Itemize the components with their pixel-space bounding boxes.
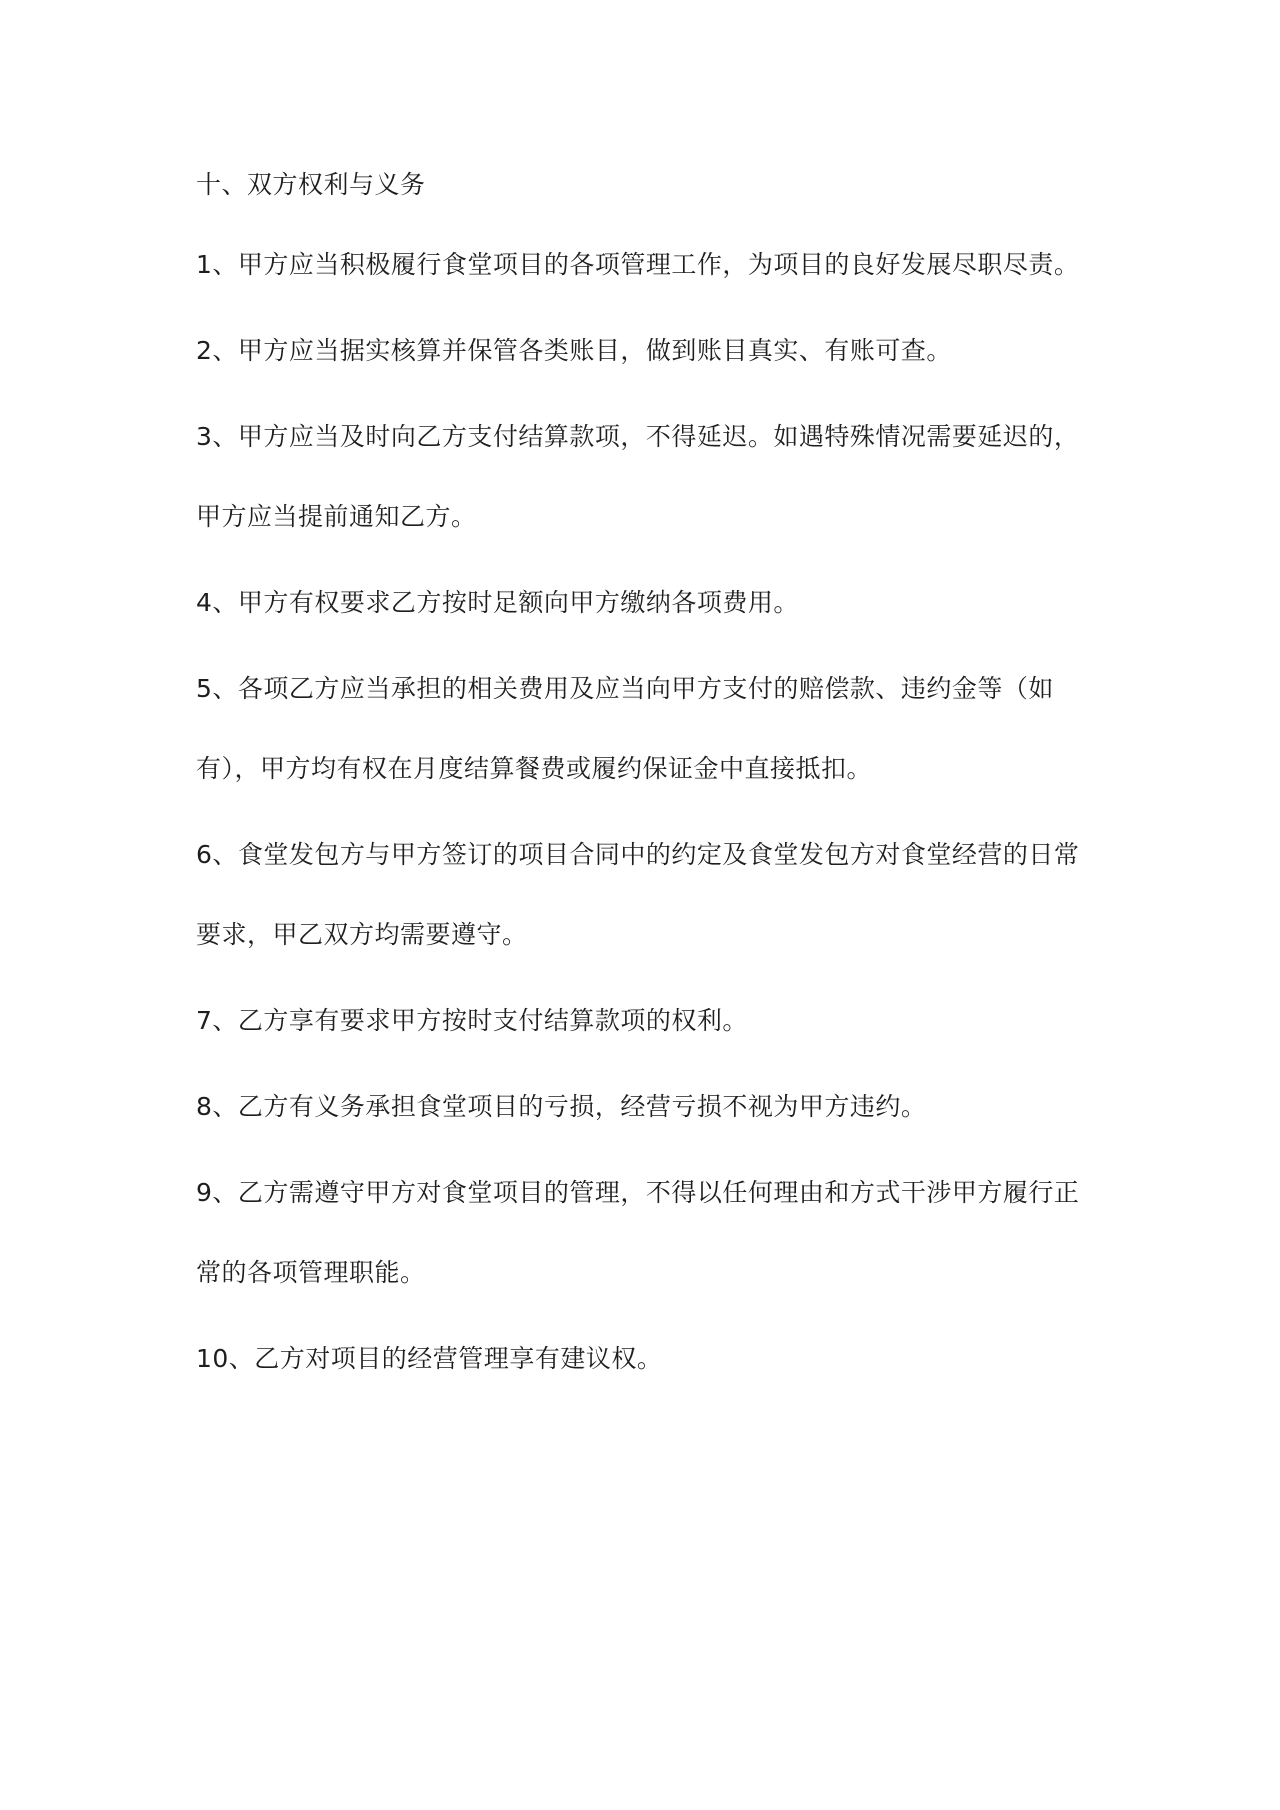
clause-line: 甲方应当提前通知乙方。 (196, 502, 477, 531)
clause-line: 7、乙方享有要求甲方按时支付结算款项的权利。 (196, 1006, 748, 1035)
clause-9 (196, 1173, 1096, 1293)
clause-line: 8、乙方有义务承担食堂项目的亏损，经营亏损不视为甲方违约。 (196, 1092, 927, 1121)
clause-7 (196, 1001, 1096, 1041)
clause-8 (196, 1087, 1096, 1127)
document-body (196, 165, 1096, 1425)
clause-line: 5、各项乙方应当承担的相关费用及应当向甲方支付的赔偿款、违约金等（如 (196, 674, 1054, 703)
clause-3 (196, 417, 1096, 537)
clause-4 (196, 583, 1096, 623)
clause-10 (196, 1339, 1096, 1379)
clause-line: 常的各项管理职能。 (196, 1258, 426, 1287)
clause-6 (196, 835, 1096, 955)
clause-2 (196, 331, 1096, 371)
clause-line: 6、食堂发包方与甲方签订的项目合同中的约定及食堂发包方对食堂经营的日常 (196, 840, 1080, 869)
clause-line: 有），甲方均有权在月度结算餐费或履约保证金中直接抵扣。 (196, 754, 873, 783)
section-heading: 十、双方权利与义务 (196, 170, 426, 199)
clause-line: 3、甲方应当及时向乙方支付结算款项，不得延迟。如遇特殊情况需要延迟的， (196, 422, 1080, 451)
clause-line: 4、甲方有权要求乙方按时足额向甲方缴纳各项费用。 (196, 588, 799, 617)
clause-line: 1、甲方应当积极履行食堂项目的各项管理工作，为项目的良好发展尽职尽责。 (196, 250, 1080, 279)
clause-5 (196, 669, 1096, 789)
clause-1 (196, 245, 1096, 285)
clause-line: 要求，甲乙双方均需要遵守。 (196, 920, 528, 949)
clause-line: 9、乙方需遵守甲方对食堂项目的管理，不得以任何理由和方式干涉甲方履行正 (196, 1178, 1080, 1207)
clause-line: 2、甲方应当据实核算并保管各类账目，做到账目真实、有账可查。 (196, 336, 952, 365)
clause-line: 10、乙方对项目的经营管理享有建议权。 (196, 1344, 663, 1373)
